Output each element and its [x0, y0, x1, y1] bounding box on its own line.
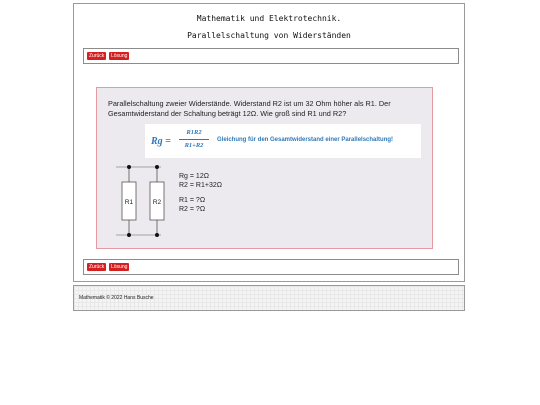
page-title: Mathematik und Elektrotechnik.: [196, 14, 342, 23]
formula-box: [145, 124, 421, 158]
given-values: [179, 172, 222, 214]
nav-bar-bottom: [83, 259, 459, 275]
formula-numerator: R1R2: [186, 129, 202, 136]
nav-bar-top: [83, 48, 459, 64]
node-top-left: [127, 165, 131, 169]
footer: [73, 285, 465, 311]
task-panel: [96, 87, 433, 249]
node-bottom-left: [127, 233, 131, 237]
node-top-right: [155, 165, 159, 169]
task-question: Parallelschaltung zweier Widerstände. Widerstand R2 ist um 32 Ohm höher als R1. Der Gesamtwiderstand der Schaltung beträgt 12Ω. Wie groß sind R1 und R2?: [108, 99, 391, 118]
unknown-r2: R2 = ?Ω: [179, 206, 206, 213]
footer-copyright: Mathematik © 2022 Hans Busche: [79, 295, 154, 301]
given-r2: R2 = R1+32Ω: [179, 182, 222, 189]
unknown-r1: R1 = ?Ω: [179, 197, 206, 204]
back-button-bottom[interactable]: Zurück: [89, 264, 105, 270]
given-rg: Rg = 12Ω: [179, 173, 209, 180]
page-subtitle: Parallelschaltung von Widerständen: [187, 31, 351, 40]
solution-button[interactable]: Lösung: [111, 53, 128, 59]
main-frame: [73, 3, 465, 282]
node-bottom-right: [155, 233, 159, 237]
formula-fraction: [179, 129, 209, 150]
formula-denominator: R1+R2: [184, 142, 204, 149]
resistor-r2-label: R2: [152, 199, 162, 206]
back-button[interactable]: Zurück: [89, 53, 105, 59]
fraction-bar: [179, 139, 209, 140]
formula-lhs: Rg =: [151, 136, 171, 147]
resistor-r1-label: R1: [124, 199, 134, 206]
parallel-circuit-diagram: [111, 160, 171, 242]
solution-button-bottom[interactable]: Lösung: [111, 264, 128, 270]
formula-caption: Gleichung für den Gesamtwiderstand einer Parallelschaltung!: [217, 137, 394, 143]
